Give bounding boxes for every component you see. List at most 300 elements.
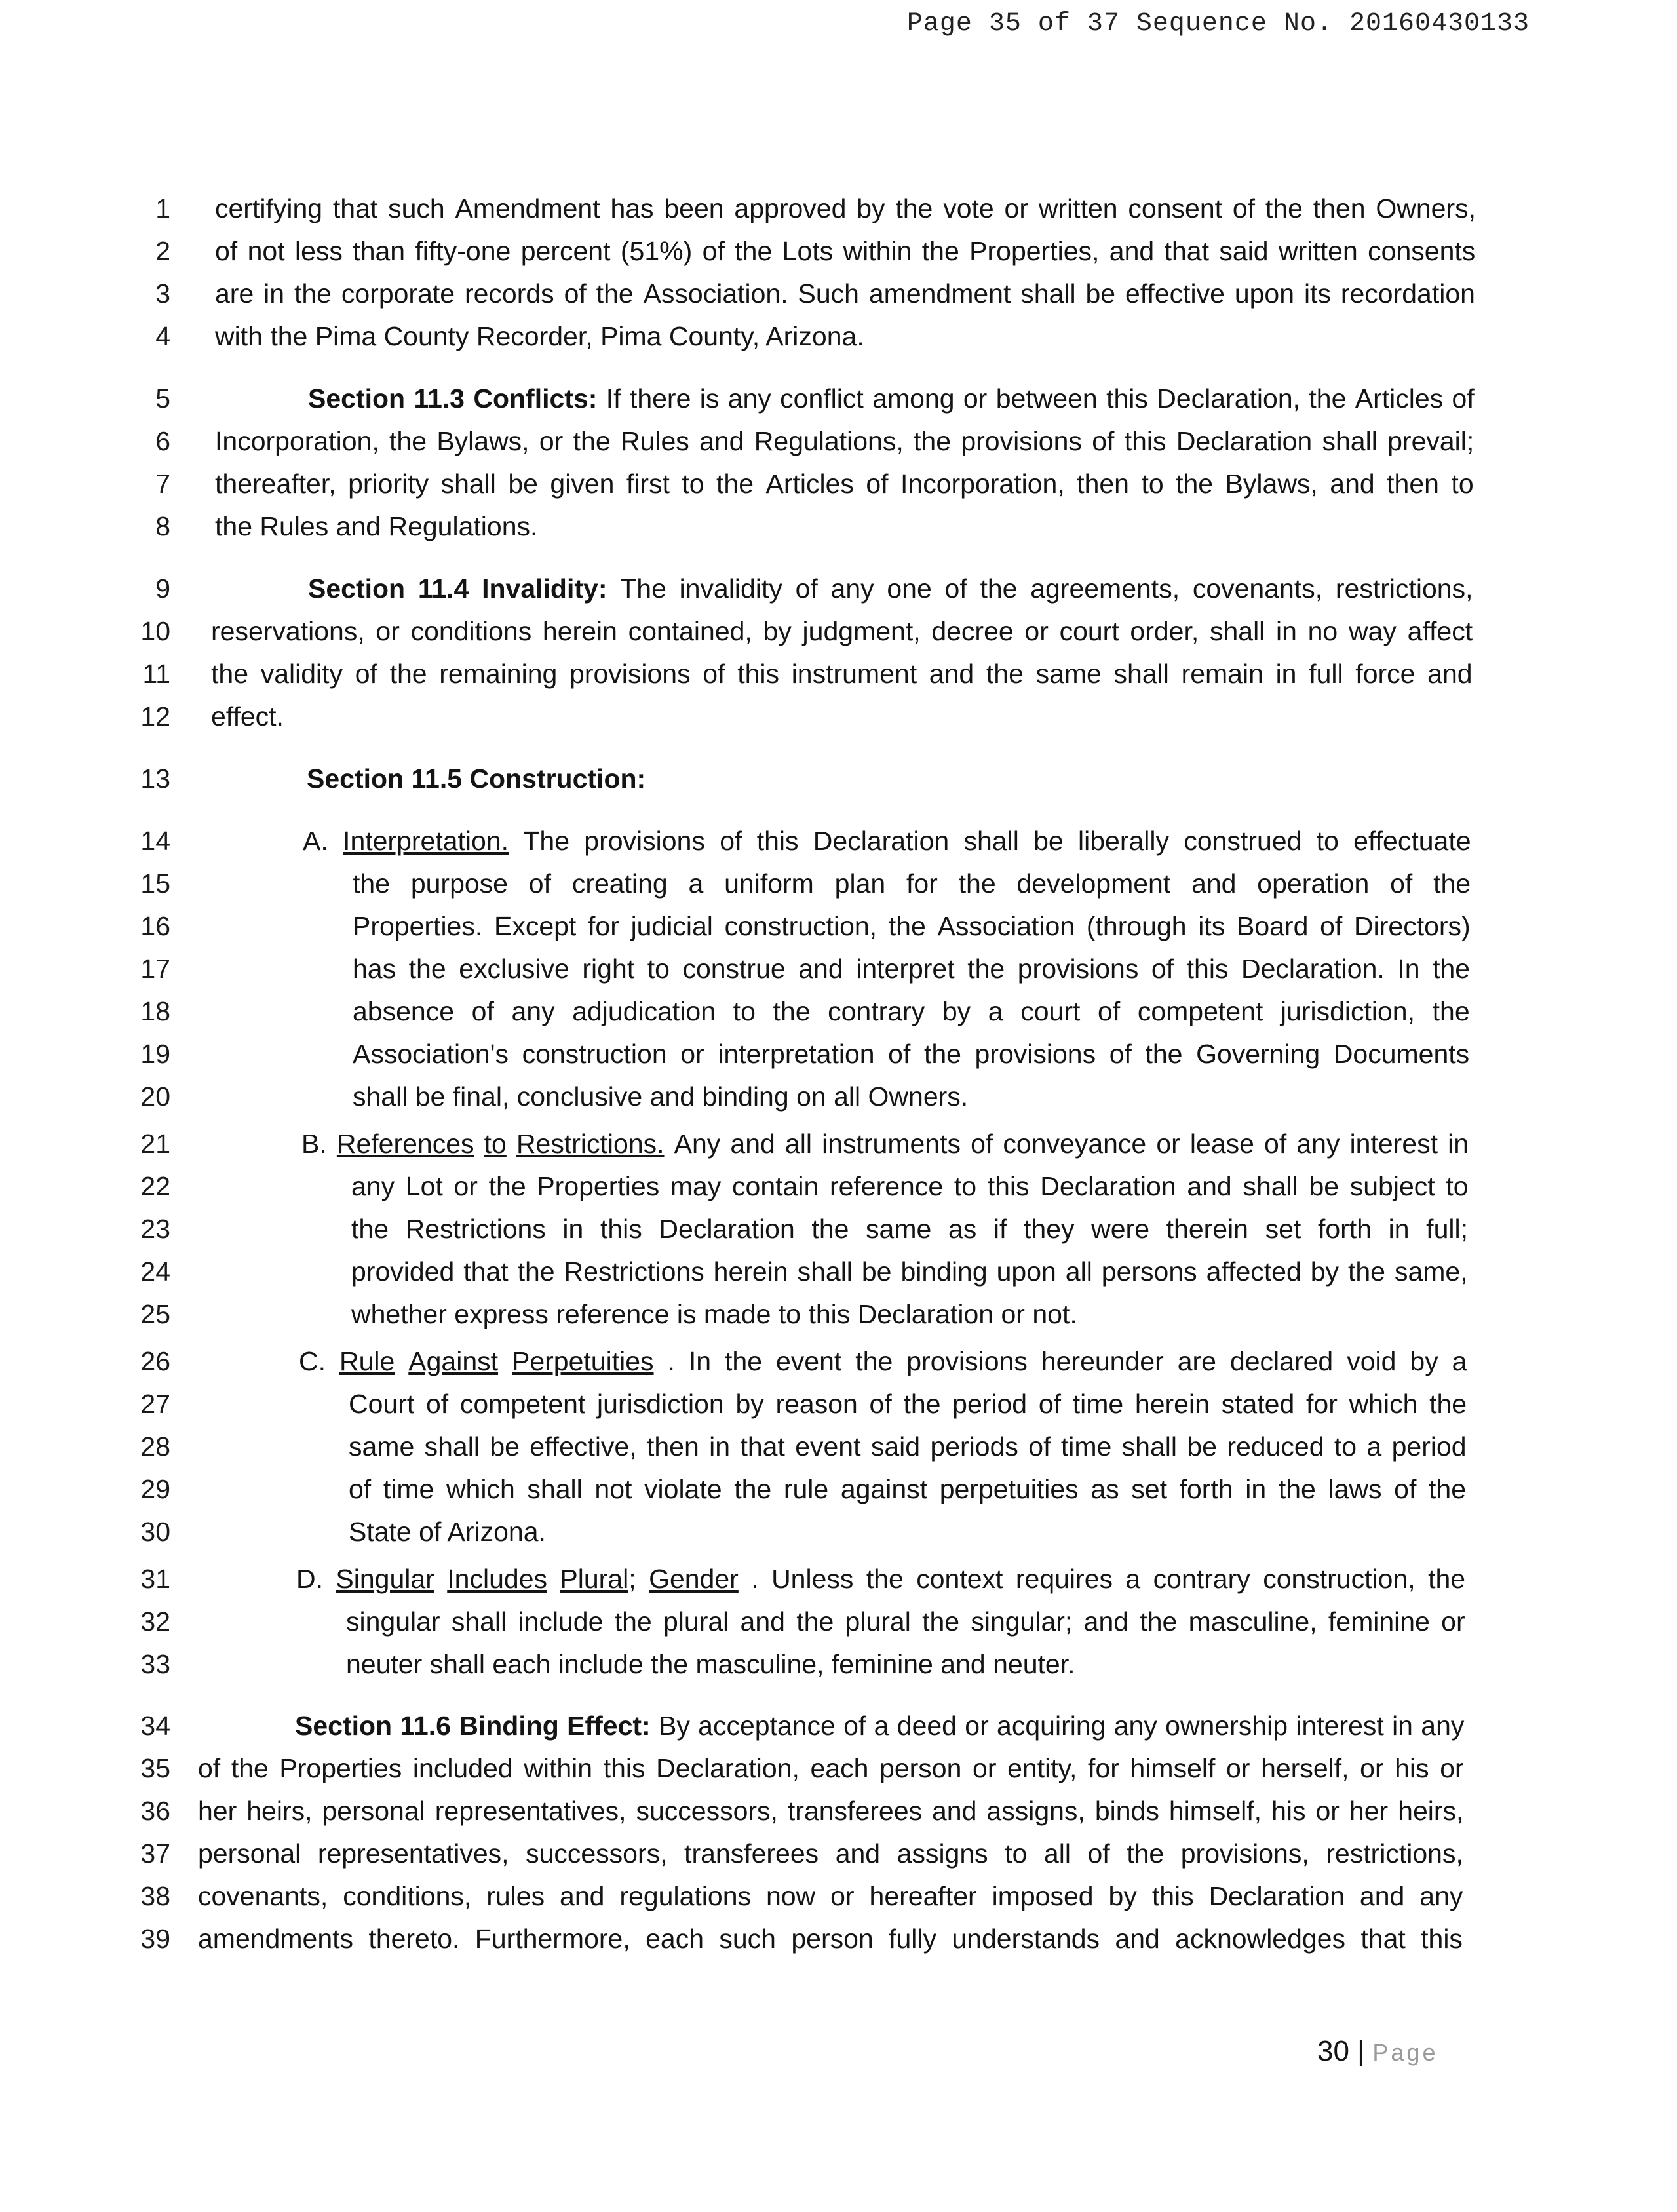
word: uniform bbox=[724, 868, 814, 899]
word: not bbox=[247, 236, 285, 266]
word: or bbox=[963, 383, 988, 414]
word: provided bbox=[351, 1256, 455, 1287]
footer-page-number: 30 bbox=[1317, 2035, 1349, 2067]
word: a bbox=[1452, 1346, 1467, 1376]
word: in bbox=[709, 1431, 731, 1462]
word: amendments bbox=[198, 1924, 354, 1954]
word: Association bbox=[937, 911, 1075, 941]
section-heading-word: 11.4 bbox=[417, 573, 469, 604]
word: time bbox=[1072, 1389, 1124, 1419]
word: the bbox=[231, 1753, 269, 1783]
numbered-line bbox=[0, 229, 1677, 273]
word: Directors) bbox=[1354, 911, 1471, 941]
word: heirs, bbox=[1398, 1796, 1464, 1826]
word: be bbox=[1033, 826, 1064, 856]
word: thereto. bbox=[368, 1924, 460, 1954]
word: conflict bbox=[780, 383, 864, 414]
word: competent bbox=[459, 1389, 586, 1419]
word: restrictions, bbox=[1326, 1838, 1463, 1869]
word: the bbox=[888, 911, 926, 941]
subsection-title-word: Restrictions. bbox=[516, 1129, 665, 1159]
word: as bbox=[948, 1214, 977, 1244]
word: Restrictions bbox=[564, 1256, 704, 1287]
word: and bbox=[929, 659, 974, 689]
line-text bbox=[346, 1642, 1075, 1686]
word: jurisdiction, bbox=[1280, 996, 1416, 1026]
word: and bbox=[1109, 236, 1155, 266]
word: effective bbox=[1125, 279, 1225, 309]
word: certifying bbox=[215, 193, 323, 223]
word: Declaration bbox=[857, 1299, 994, 1329]
word: this bbox=[808, 1299, 851, 1329]
word: now bbox=[765, 1881, 816, 1911]
line-number: 34 bbox=[140, 1711, 170, 1741]
numbered-line bbox=[0, 377, 1677, 420]
word: force bbox=[1355, 659, 1416, 689]
word: and bbox=[1427, 659, 1473, 689]
word: Association's bbox=[353, 1039, 509, 1069]
subsection-title-word: Interpretation. bbox=[343, 826, 509, 856]
word: include bbox=[558, 1649, 644, 1679]
numbered-line bbox=[0, 462, 1677, 505]
word: period bbox=[952, 1389, 1028, 1419]
word: Declaration bbox=[1208, 1881, 1345, 1911]
word: full; bbox=[1426, 1214, 1468, 1244]
word: by bbox=[1108, 1881, 1137, 1911]
word: approved bbox=[734, 193, 847, 223]
line-text bbox=[351, 1165, 1469, 1208]
word: the bbox=[716, 469, 754, 499]
word: reference bbox=[829, 1171, 944, 1201]
word: the bbox=[488, 1171, 526, 1201]
word: Governing bbox=[1196, 1039, 1320, 1069]
numbered-line bbox=[0, 1250, 1677, 1293]
word: and bbox=[798, 954, 843, 984]
word: feminine bbox=[1328, 1606, 1430, 1637]
word: Restrictions bbox=[405, 1214, 546, 1244]
numbered-line bbox=[0, 567, 1677, 610]
word: is bbox=[699, 383, 720, 414]
word: conditions bbox=[410, 616, 532, 646]
word: or bbox=[1156, 1129, 1180, 1159]
word: The bbox=[523, 826, 569, 856]
word: contrary bbox=[1153, 1564, 1250, 1594]
word: conditions, bbox=[343, 1881, 472, 1911]
word: that bbox=[1360, 1924, 1406, 1954]
word: of bbox=[471, 996, 494, 1026]
word: County, bbox=[668, 321, 760, 351]
numbered-line bbox=[0, 1075, 1677, 1118]
line-text bbox=[351, 1292, 1077, 1336]
word: any bbox=[1113, 1711, 1157, 1741]
word: set bbox=[1265, 1214, 1301, 1244]
word: by bbox=[735, 1389, 764, 1419]
numbered-line bbox=[0, 1600, 1677, 1643]
word: transferees bbox=[684, 1838, 819, 1869]
word: void bbox=[1347, 1346, 1397, 1376]
word: shall bbox=[451, 1606, 507, 1637]
word: consent bbox=[1128, 193, 1223, 223]
line-text bbox=[198, 1874, 1463, 1918]
word: the bbox=[215, 511, 252, 541]
word: such bbox=[388, 193, 445, 223]
word: to bbox=[1005, 1838, 1028, 1869]
word: the bbox=[651, 1649, 689, 1679]
word: same, bbox=[1394, 1256, 1468, 1287]
word: of bbox=[720, 826, 742, 856]
word: provisions bbox=[584, 826, 705, 856]
word: the bbox=[921, 236, 959, 266]
word: Board bbox=[1236, 911, 1309, 941]
word: each bbox=[810, 1753, 869, 1783]
word: laws bbox=[1328, 1474, 1382, 1504]
word: a bbox=[874, 1711, 889, 1741]
numbered-line bbox=[0, 904, 1677, 948]
word: exclusive bbox=[459, 954, 569, 984]
word: hereunder bbox=[1041, 1346, 1164, 1376]
word: of bbox=[1028, 1431, 1051, 1462]
word: transferees bbox=[787, 1796, 923, 1826]
word: be bbox=[415, 1081, 446, 1112]
word: (through bbox=[1086, 911, 1187, 941]
line-text bbox=[353, 1032, 1469, 1076]
line-text bbox=[308, 567, 1473, 610]
word: instruments bbox=[822, 1129, 961, 1159]
word: plural bbox=[663, 1606, 729, 1637]
line-number: 30 bbox=[140, 1517, 170, 1547]
line-text bbox=[215, 419, 1474, 463]
word: its bbox=[1198, 911, 1225, 941]
word: set bbox=[1131, 1474, 1167, 1504]
line-text bbox=[353, 990, 1470, 1033]
word: masculine, bbox=[695, 1649, 824, 1679]
line-number: 25 bbox=[140, 1299, 170, 1329]
word: that bbox=[332, 193, 378, 223]
word: ownership bbox=[1165, 1711, 1288, 1741]
word: himself, bbox=[1168, 1796, 1262, 1826]
word: included bbox=[412, 1753, 513, 1783]
word: of bbox=[869, 1389, 892, 1419]
line-text bbox=[301, 1122, 1469, 1165]
word: be bbox=[508, 469, 538, 499]
word: any bbox=[727, 383, 771, 414]
word: Amendment bbox=[455, 193, 600, 223]
word: period bbox=[1391, 1431, 1467, 1462]
word: or bbox=[1360, 1753, 1384, 1783]
word: B. bbox=[301, 1129, 327, 1159]
word: written bbox=[1279, 236, 1358, 266]
word: representatives, bbox=[317, 1838, 509, 1869]
line-number: 21 bbox=[140, 1129, 170, 1159]
word: not bbox=[594, 1474, 632, 1504]
word: Regulations. bbox=[388, 511, 538, 541]
word: and bbox=[1359, 1881, 1405, 1911]
word: any bbox=[1419, 1881, 1463, 1911]
word: effect. bbox=[211, 701, 284, 731]
word: the bbox=[725, 1346, 763, 1376]
word: to bbox=[778, 1299, 801, 1329]
numbered-line bbox=[0, 1557, 1677, 1601]
word: validity bbox=[260, 659, 343, 689]
word: in bbox=[562, 1214, 584, 1244]
word: of bbox=[1087, 1838, 1110, 1869]
section-heading-word: Section bbox=[308, 573, 406, 604]
word: this bbox=[737, 659, 779, 689]
word: the bbox=[389, 426, 427, 456]
word: given bbox=[550, 469, 615, 499]
word: in bbox=[1388, 1214, 1410, 1244]
word: this bbox=[600, 1214, 642, 1244]
line-text bbox=[303, 819, 1471, 863]
numbered-line bbox=[0, 695, 1677, 738]
word: time bbox=[383, 1474, 434, 1504]
word: regulations bbox=[619, 1881, 751, 1911]
word: the bbox=[1309, 383, 1347, 414]
word: periods bbox=[930, 1431, 1018, 1462]
line-number: 6 bbox=[155, 426, 170, 456]
word: event bbox=[776, 1346, 842, 1376]
numbered-line bbox=[0, 1122, 1677, 1165]
word: final, bbox=[452, 1081, 510, 1112]
numbered-line bbox=[0, 862, 1677, 905]
word: or bbox=[539, 426, 564, 456]
line-number: 28 bbox=[140, 1431, 170, 1462]
word: and bbox=[1191, 868, 1237, 899]
word: Incorporation, bbox=[900, 469, 1065, 499]
word: provisions, bbox=[1180, 1838, 1309, 1869]
word: the bbox=[914, 426, 952, 456]
word: persons bbox=[1101, 1256, 1197, 1287]
word: or bbox=[1440, 1753, 1464, 1783]
word: said bbox=[870, 1431, 921, 1462]
word: Declaration, bbox=[1157, 383, 1301, 414]
word: Lot bbox=[405, 1171, 443, 1201]
word: development bbox=[1016, 868, 1171, 899]
section-heading-word: Construction: bbox=[469, 764, 646, 794]
word: Such bbox=[798, 279, 859, 309]
numbered-line bbox=[0, 1425, 1677, 1468]
page-footer bbox=[1317, 2032, 1438, 2072]
word: . bbox=[751, 1564, 759, 1594]
word: which bbox=[1349, 1389, 1418, 1419]
word: representatives, bbox=[434, 1796, 626, 1826]
word: the bbox=[270, 321, 308, 351]
word: therein bbox=[1166, 1214, 1248, 1244]
word: construed bbox=[1184, 826, 1302, 856]
word: feminine bbox=[831, 1649, 933, 1679]
word: percent bbox=[520, 236, 611, 266]
word: conclusive bbox=[516, 1081, 643, 1112]
line-text bbox=[198, 1747, 1464, 1790]
word: or bbox=[973, 1753, 997, 1783]
word: the bbox=[389, 659, 427, 689]
numbered-line bbox=[0, 419, 1677, 463]
word: Declaration bbox=[813, 826, 950, 856]
word: binds bbox=[1094, 1796, 1159, 1826]
word: of bbox=[1038, 1389, 1062, 1419]
word: of bbox=[1151, 954, 1174, 984]
word: has bbox=[610, 193, 654, 223]
word: effectuate bbox=[1353, 826, 1471, 856]
word: covenants, bbox=[1192, 573, 1323, 604]
line-text bbox=[295, 1704, 1464, 1747]
word: court bbox=[1059, 616, 1119, 646]
word: purpose bbox=[410, 868, 508, 899]
word: rules bbox=[486, 1881, 545, 1911]
numbered-line bbox=[0, 1510, 1677, 1553]
word: shall bbox=[1113, 659, 1169, 689]
word: Arizona. bbox=[447, 1517, 546, 1547]
line-number: 31 bbox=[140, 1564, 170, 1594]
word: of bbox=[1232, 193, 1256, 223]
word: entity, bbox=[1007, 1753, 1077, 1783]
word: the bbox=[1176, 469, 1214, 499]
word: hereafter bbox=[869, 1881, 977, 1911]
word: the bbox=[408, 954, 446, 984]
word: this bbox=[1124, 426, 1166, 456]
word: provisions bbox=[906, 1346, 1028, 1376]
numbered-line bbox=[0, 1642, 1677, 1686]
line-number: 29 bbox=[140, 1474, 170, 1504]
word: this bbox=[1151, 1881, 1194, 1911]
word: any bbox=[1421, 1711, 1465, 1741]
word: as bbox=[1090, 1474, 1119, 1504]
line-text bbox=[198, 1917, 1463, 1960]
word: time bbox=[1060, 1431, 1112, 1462]
word: agreements, bbox=[1030, 573, 1180, 604]
line-text bbox=[353, 862, 1471, 905]
word: (51%) bbox=[620, 236, 693, 266]
word: and bbox=[835, 1838, 881, 1869]
word: has bbox=[353, 954, 396, 984]
word: shall bbox=[1209, 616, 1265, 646]
word: the bbox=[1278, 1474, 1316, 1504]
word: of bbox=[1394, 1474, 1417, 1504]
word: Association. bbox=[643, 279, 788, 309]
word: D. bbox=[296, 1564, 323, 1594]
word: be bbox=[490, 1431, 520, 1462]
line-number: 38 bbox=[140, 1881, 170, 1911]
word: of bbox=[1264, 1129, 1287, 1159]
word: the bbox=[1429, 1389, 1467, 1419]
word: that bbox=[463, 1256, 509, 1287]
word: include bbox=[518, 1606, 604, 1637]
word: full bbox=[1309, 659, 1343, 689]
line-number: 35 bbox=[140, 1753, 170, 1783]
word: creating bbox=[571, 868, 668, 899]
word: restrictions, bbox=[1335, 573, 1473, 604]
word: rule bbox=[783, 1474, 829, 1504]
word: they bbox=[1024, 1214, 1075, 1244]
word: said bbox=[1219, 236, 1269, 266]
word: adjudication bbox=[572, 996, 716, 1026]
word: to bbox=[1316, 826, 1339, 856]
word: understands bbox=[952, 1924, 1100, 1954]
line-text bbox=[351, 1250, 1468, 1293]
line-number: 14 bbox=[140, 826, 170, 856]
line-text bbox=[299, 1340, 1467, 1383]
word: the bbox=[967, 954, 1005, 984]
word: to bbox=[1451, 469, 1474, 499]
word: amendment bbox=[868, 279, 1011, 309]
line-text bbox=[353, 947, 1470, 990]
numbered-line bbox=[0, 1207, 1677, 1251]
word: or bbox=[1001, 1299, 1025, 1329]
word: or bbox=[1226, 1753, 1250, 1783]
line-number: 16 bbox=[140, 911, 170, 941]
word: or bbox=[965, 1711, 989, 1741]
word: the bbox=[1433, 954, 1471, 984]
line-text bbox=[215, 272, 1475, 315]
numbered-line bbox=[0, 315, 1677, 358]
numbered-line bbox=[0, 1382, 1677, 1426]
word: or bbox=[453, 1171, 478, 1201]
line-text bbox=[215, 187, 1476, 230]
word: Properties, bbox=[969, 236, 1100, 266]
word: to bbox=[1334, 1431, 1357, 1462]
word: . bbox=[667, 1346, 675, 1376]
word: the bbox=[596, 279, 634, 309]
line-number: 10 bbox=[140, 616, 170, 646]
word: singular; bbox=[971, 1606, 1073, 1637]
word: is bbox=[676, 1299, 697, 1329]
subsection-title-word: Gender bbox=[649, 1564, 739, 1594]
word: each bbox=[646, 1924, 704, 1954]
word: and bbox=[1187, 1171, 1232, 1201]
word: instrument bbox=[791, 659, 917, 689]
word: personal bbox=[322, 1796, 425, 1826]
word: first bbox=[626, 469, 670, 499]
word: the bbox=[1145, 1039, 1183, 1069]
word: consents bbox=[1368, 236, 1476, 266]
line-text bbox=[215, 505, 537, 548]
word: neuter bbox=[346, 1649, 423, 1679]
word: binding bbox=[702, 1081, 789, 1112]
word: the bbox=[211, 659, 248, 689]
word: the bbox=[573, 426, 611, 456]
word: then bbox=[1313, 193, 1366, 223]
word: herein bbox=[713, 1256, 788, 1287]
word: reason bbox=[775, 1389, 858, 1419]
numbered-line bbox=[0, 947, 1677, 990]
word: Regulations, bbox=[754, 426, 904, 456]
word: this bbox=[1106, 383, 1148, 414]
word: the bbox=[1433, 868, 1471, 899]
word: made bbox=[703, 1299, 771, 1329]
word: person bbox=[879, 1753, 962, 1783]
word: this bbox=[1421, 1924, 1463, 1954]
word: violate bbox=[644, 1474, 722, 1504]
word: provisions bbox=[974, 1039, 1096, 1069]
line-text bbox=[211, 610, 1473, 653]
word: to bbox=[1446, 1171, 1469, 1201]
word: interest bbox=[1349, 1129, 1438, 1159]
word: been bbox=[664, 193, 724, 223]
word: remaining bbox=[439, 659, 558, 689]
word: prevail; bbox=[1387, 426, 1475, 456]
word: the bbox=[866, 1564, 904, 1594]
line-number: 11 bbox=[142, 659, 170, 689]
word: In bbox=[688, 1346, 712, 1376]
word: of bbox=[703, 659, 725, 689]
word: shall bbox=[527, 1474, 583, 1504]
section-heading-word: Invalidity: bbox=[482, 573, 607, 604]
word: and bbox=[1330, 469, 1375, 499]
word: judgment, bbox=[802, 616, 921, 646]
subsection-title-word: Rule bbox=[339, 1346, 395, 1376]
line-number: 4 bbox=[155, 321, 170, 351]
line-number: 37 bbox=[140, 1838, 170, 1869]
